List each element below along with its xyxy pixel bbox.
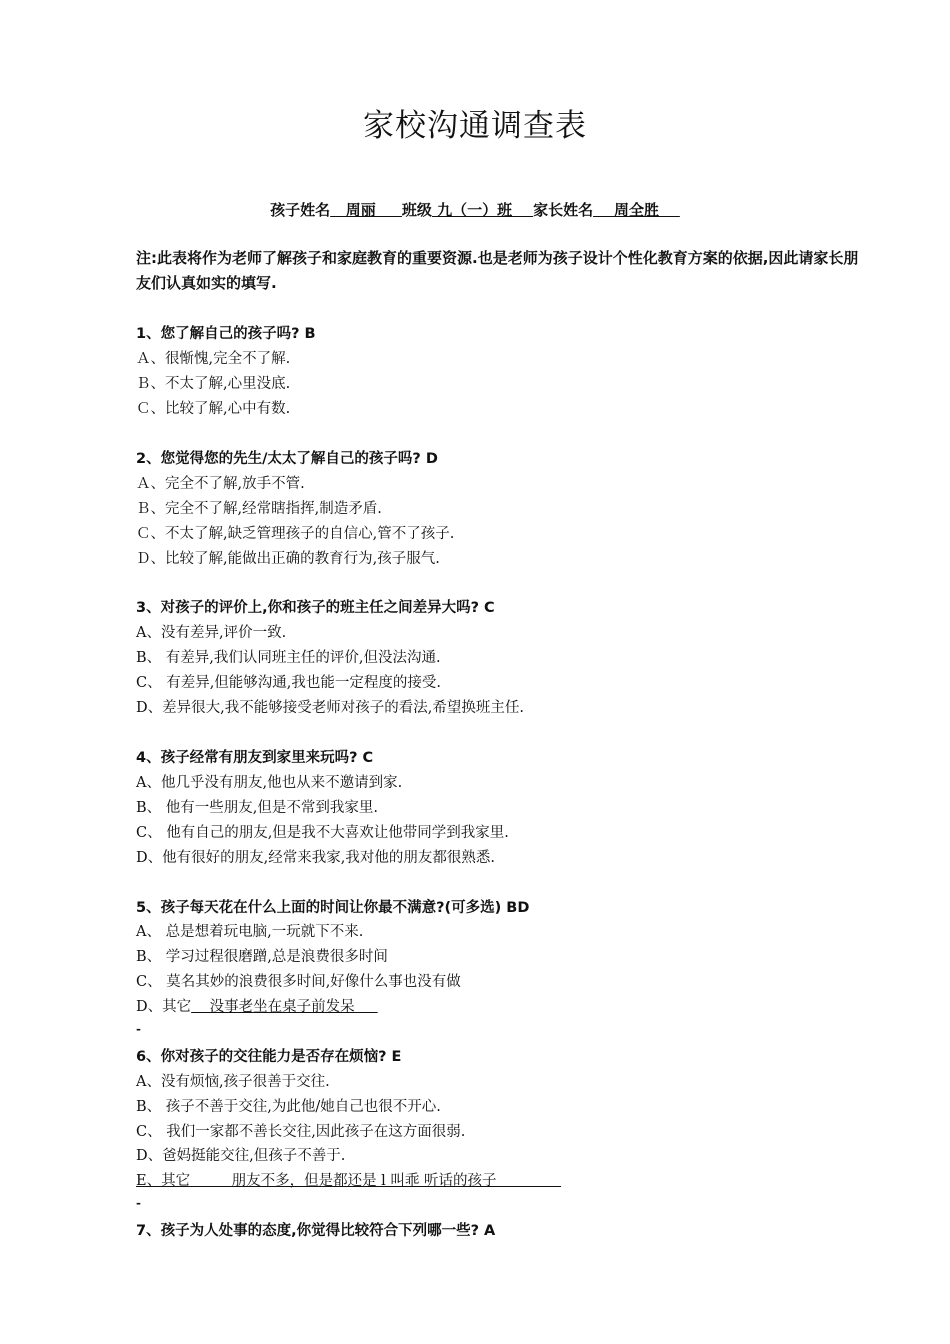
- q4-option-c: C、 他有自己的朋友,但是我不大喜欢让他带同学到我家里.: [136, 825, 509, 841]
- q5-option-d: [136, 995, 856, 1016]
- respondent-info: [0, 199, 950, 220]
- q6-other-answer: 朋友不多，但是都还是 l 叫乖 听话的孩子: [190, 1173, 562, 1189]
- q3-option-b: B、 有差异,我们认同班主任的评价,但没法沟通.: [136, 650, 441, 666]
- question-1: 1、您了解自己的孩子吗? B: [136, 326, 316, 342]
- question-2: 2、您觉得您的先生/太太了解自己的孩子吗? D: [136, 451, 438, 467]
- q5-option-c: C、 莫名其妙的浪费很多时间,好像什么事也没有做: [136, 974, 461, 990]
- q4-option-b: B、 他有一些朋友,但是不常到我家里.: [136, 800, 378, 816]
- page-title: 家校沟通调查表: [363, 108, 587, 144]
- q3-option-a: A、没有差异,评价一致.: [136, 625, 287, 641]
- question-5: 5、孩子每天花在什么上面的时间让你最不满意?(可多选) BD: [136, 900, 530, 916]
- q5-option-b: B、 学习过程很磨蹭,总是浪费很多时间: [136, 949, 388, 965]
- separator-mark: -: [136, 1196, 141, 1210]
- question-3: 3、对孩子的评价上,你和孩子的班主任之间差异大吗? C: [136, 600, 495, 616]
- q2-option-a: Ａ、完全不了解,放手不管.: [136, 476, 305, 492]
- q3-option-c: C、 有差异,但能够沟通,我也能一定程度的接受.: [136, 675, 442, 691]
- q1-option-a: Ａ、很惭愧,完全不了解.: [136, 351, 291, 367]
- q5-other-label: D、其它: [136, 999, 192, 1015]
- q3-option-d: D、差异很大,我不能够接受老师对孩子的看法,希望换班主任.: [136, 700, 524, 716]
- q1-option-b: Ｂ、不太了解,心里没底.: [136, 376, 291, 392]
- question-7: 7、孩子为人处事的态度,你觉得比较符合下列哪一些? A: [136, 1223, 496, 1239]
- class-label: 班级: [401, 201, 432, 219]
- q6-option-d: D、爸妈挺能交往,但孩子不善于.: [136, 1148, 346, 1164]
- q5-option-a: A、 总是想着玩电脑,一玩就下不来.: [136, 924, 364, 940]
- q2-option-d: Ｄ、比较了解,能做出正确的教育行为,孩子服气.: [136, 551, 440, 567]
- question-6: 6、你对孩子的交往能力是否存在烦恼? E: [136, 1049, 402, 1065]
- parent-name-label: 家长姓名: [533, 201, 594, 219]
- instruction-note: 注:此表将作为老师了解孩子和家庭教育的重要资源.也是老师为孩子设计个性化教育方案的依据,因此请家长朋友们认真如实的填写.: [136, 249, 859, 292]
- q6-option-b: B、 孩子不善于交往,为此他/她自己也很不开心.: [136, 1099, 441, 1115]
- q6-other-label: E、其它: [136, 1173, 191, 1189]
- q5-other-answer: 没事老坐在桌子前发呆: [191, 999, 378, 1015]
- child-name-value: 周丽: [330, 201, 402, 219]
- q6-option-c: C、 我们一家都不善长交往,因此孩子在这方面很弱.: [136, 1124, 466, 1140]
- q1-option-c: Ｃ、比较了解,心中有数.: [136, 401, 291, 417]
- q6-option-e: [136, 1169, 856, 1190]
- q2-option-c: Ｃ、不太了解,缺乏管理孩子的自信心,管不了孩子.: [136, 526, 455, 542]
- class-value: 九（一）班: [431, 201, 534, 219]
- q4-option-d: D、他有很好的朋友,经常来我家,我对他的朋友都很熟悉.: [136, 850, 495, 866]
- q6-option-a: A、没有烦恼,孩子很善于交往.: [136, 1074, 330, 1090]
- q4-option-a: A、他几乎没有朋友,他也从来不邀请到家.: [136, 775, 403, 791]
- q2-option-b: Ｂ、完全不了解,经常瞎指挥,制造矛盾.: [136, 501, 382, 517]
- separator-mark: -: [136, 1022, 141, 1036]
- question-4: 4、孩子经常有朋友到家里来玩吗? C: [136, 750, 374, 766]
- child-name-label: 孩子姓名: [270, 201, 331, 219]
- parent-name-value: 周全胜: [593, 201, 680, 219]
